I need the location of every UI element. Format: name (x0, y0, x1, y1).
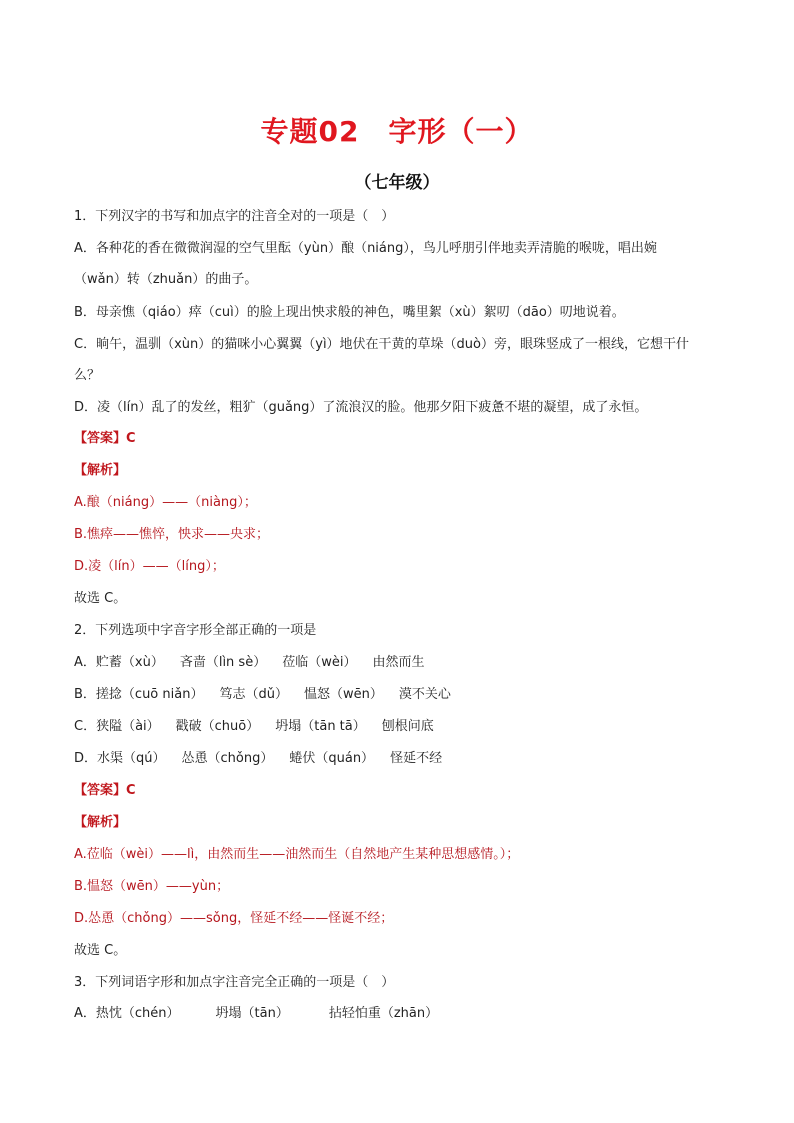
page-title: 专题02 字形（一） (260, 115, 534, 148)
q1-option-a-line1: A．各种花的香在微微润湿的空气里酝（yùn）酿（niáng），鸟儿呼朋引伴地卖弄清脆的喉咙，唱出婉 (74, 241, 657, 256)
q2-b-item: 笃志（dǔ） (219, 687, 288, 702)
q2-a-item: A．贮蓄（xù） (74, 655, 164, 670)
q2-b-item: 漠不关心 (398, 687, 451, 702)
q1-answer: 【答案】C (74, 431, 136, 446)
q1-option-c-line2: 么？ (74, 368, 101, 383)
q2-analysis-label: 【解析】 (74, 815, 127, 830)
q1-explanation-a: A.酿（niáng）——（niàng）； (74, 495, 257, 510)
q2-a-item: 吝啬（lìn sè） (179, 655, 267, 670)
q3-stem: 3．下列词语字形和加点字注音完全正确的一项是（ ） (74, 975, 395, 990)
q2-c-item: 戳破（chuō） (175, 719, 260, 734)
q1-option-a-line2: （wǎn）转（zhuǎn）的曲子。 (74, 272, 258, 287)
q2-d-item: 怂恿（chǒng） (181, 751, 274, 766)
q2-option-c (74, 718, 434, 736)
q2-explanation-d: D.怂恿（chǒng）——sǒng，怪延不经——怪诞不经； (74, 911, 394, 926)
q2-explanation-b: B.愠怒（wēn）——yùn； (74, 879, 230, 894)
q2-b-item: 愠怒（wēn） (303, 687, 383, 702)
q2-answer: 【答案】C (74, 783, 136, 798)
q1-option-b: B．母亲憔（qiáo）瘁（cuì）的脸上现出怏求般的神色，嘴里絮（xù）絮叨（dāo）叨地说着。 (74, 305, 625, 320)
q3-a-item: 坍塌（tān） (215, 1006, 289, 1021)
q2-option-d (74, 750, 442, 768)
q1-stem: 1．下列汉字的书写和加点字的注音全对的一项是（ ） (74, 209, 395, 224)
q2-c-item: 刨根问底 (381, 719, 434, 734)
q1-option-c-line1: C．晌午，温驯（xùn）的猫咪小心翼翼（yì）地伏在干黄的草垛（duò）旁，眼珠竖成了一根线，它想干什 (74, 337, 689, 352)
q3-a-item: 拈轻怕重（zhān） (328, 1006, 439, 1021)
q2-a-item: 由然而生 (372, 655, 425, 670)
q1-conclusion: 故选 C。 (74, 591, 127, 606)
q2-option-a (74, 654, 424, 672)
q2-option-b (74, 686, 451, 704)
q1-analysis-label: 【解析】 (74, 463, 127, 478)
q2-c-item: C．狭隘（ài） (74, 719, 160, 734)
q2-d-item: 怪延不经 (390, 751, 443, 766)
q2-c-item: 坍塌（tān tā） (275, 719, 366, 734)
q2-explanation-a: A.莅临（wèi）——lì，由然而生——油然而生（自然地产生某种思想感情。）； (74, 847, 520, 862)
q2-b-item: B．搓捻（cuō niǎn） (74, 687, 204, 702)
q1-explanation-d: D.凌（lín）——（líng）； (74, 559, 225, 574)
q3-option-a (74, 1005, 438, 1023)
q2-d-item: 蜷伏（quán） (289, 751, 375, 766)
page-subtitle: （七年级） (354, 173, 440, 193)
q2-a-item: 莅临（wèi） (282, 655, 357, 670)
q3-a-item: A．热忱（chén） (74, 1006, 180, 1021)
q2-d-item: D．水渠（qú） (74, 751, 166, 766)
q2-stem: 2．下列选项中字音字形全部正确的一项是 (74, 623, 317, 638)
q1-option-d: D．凌（lín）乱了的发丝，粗犷（guǎng）了流浪汉的脸。他那夕阳下疲惫不堪的凝望，成了永恒。 (74, 400, 648, 415)
q2-conclusion: 故选 C。 (74, 943, 127, 958)
q1-explanation-b: B.憔瘁——憔悴，怏求——央求； (74, 527, 270, 542)
